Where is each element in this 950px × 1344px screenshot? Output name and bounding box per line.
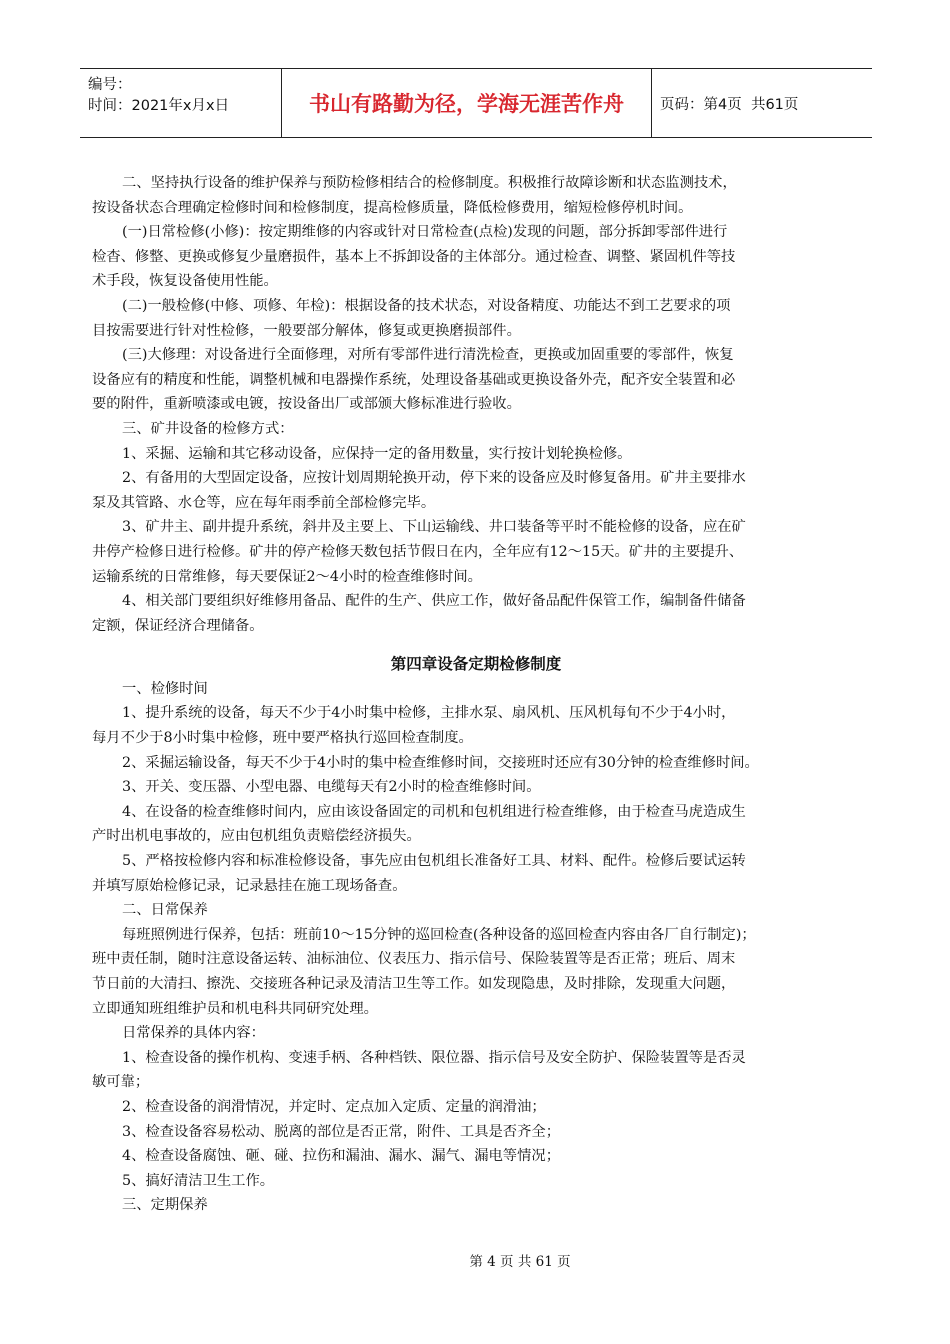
text-line: 立即通知班组维护员和机电科共同研究处理。: [92, 1000, 378, 1017]
text-line: 按设备状态合理确定检修时间和检修制度，提高检修质量，降低检修费用，缩短检修停机时间。: [92, 199, 693, 216]
text-line: 4、在设备的检查维修时间内，应由该设备固定的司机和包机组进行检查维修，由于检查马虎造成生: [122, 803, 746, 820]
text-line: 2、有备用的大型固定设备，应按计划周期轮换开动，停下来的设备应及时修复备用。矿井主要排水: [122, 470, 746, 487]
text-line: 设备应有的精度和性能，调整机械和电器操作系统，处理设备基础或更换设备外壳，配齐安全装置和必: [92, 371, 736, 388]
text-line: 要的附件，重新喷漆或电镀，按设备出厂或部颁大修标准进行验收。: [92, 396, 521, 413]
header-page-info: [652, 69, 872, 137]
text-line: (三)大修理：对设备进行全面修理，对所有零部件进行清洗检查，更换或加固重要的零部件，恢复: [122, 347, 734, 364]
text-line: 1、提升系统的设备，每天不少于4小时集中检修，主排水泵、扇风机、压风机每旬不少于4小时，: [122, 705, 736, 722]
text-line: 定额，保证经济合理储备。: [92, 617, 264, 634]
text-line: 1、检查设备的操作机构、变速手柄、各种档铁、限位器、指示信号及安全防护、保险装置等是否灵: [122, 1049, 746, 1066]
text-line: 1、采掘、运输和其它移动设备，应保持一定的备用数量，实行按计划轮换检修。: [122, 445, 632, 462]
header-meta: [80, 69, 282, 137]
text-line: 5、搞好清洁卫生工作。: [122, 1172, 275, 1189]
text-line: 日常保养的具体内容：: [122, 1025, 265, 1042]
text-line: (二)一般检修(中修、项修、年检)：根据设备的技术状态，对设备精度、功能达不到工艺要求的项: [122, 297, 731, 314]
text-line: 运输系统的日常维修，每天要保证2～4小时的检查维修时间。: [92, 568, 482, 585]
text-line: 4、相关部门要组织好维修用备品、配件的生产、供应工作，做好备品配件保管工作，编制备件储备: [122, 593, 746, 610]
text-line: 检杳、修整、更换或修复少量磨损件，基本上不拆卸设备的主体部分。通过检查、调整、紧固机件等技: [92, 248, 736, 265]
text-line: 二、坚持执行设备的维护保养与预防检修相结合的检修制度。积极推行故障诊断和状态监测技术，: [122, 175, 737, 191]
text-line: 3、检查设备容易松动、脱离的部位是否正常，附件、工具是否齐全；: [122, 1123, 560, 1140]
text-line: 5、严格按检修内容和标准检修设备，事先应由包机组长准备好工具、材料、配件。检修后要试运转: [122, 853, 746, 870]
text-line: 2、采掘运输设备，每天不少于4小时的集中检查维修时间，交接班时还应有30分钟的检查维修时间。: [122, 754, 759, 771]
text-line: 每班照例进行保养，包括：班前10～15分钟的巡回检查(各种设备的巡回检查内容由各厂自行制定)；: [122, 926, 756, 943]
page-footer: 第 4 页 共 61 页: [469, 1254, 571, 1270]
header-number-label: 编号：: [88, 77, 132, 93]
text-line: 三、矿井设备的检修方式：: [122, 420, 294, 437]
text-line: 一、检修时间: [122, 680, 208, 697]
text-line: 泵及其管路、水仓等，应在每年雨季前全部检修完毕。: [92, 494, 436, 511]
text-line: 并填写原始检修记录，记录悬挂在施工现场备查。: [92, 877, 407, 894]
text-line: 井停产检修日进行检修。矿井的停产检修天数包括节假日在内，全年应有12～15天。矿井的主要提升、: [92, 543, 744, 560]
document-body: [92, 171, 860, 1218]
header-motto: 书山有路勤为径，学海无涯苦作舟: [282, 69, 652, 137]
text-line: 二、日常保养: [122, 902, 208, 919]
chapter-title: 第四章设备定期检修制度: [390, 655, 562, 674]
text-line: 三、定期保养: [122, 1197, 208, 1214]
page-header: [80, 68, 872, 138]
header-page-info-text: 页码：第4页 共61页: [660, 96, 799, 113]
text-line: 节日前的大清扫、擦洗、交接班各种记录及清洁卫生等工作。如发现隐患，及时排除，发现重大问题，: [92, 976, 736, 992]
text-line: 2、检查设备的润滑情况，并定时、定点加入定质、定量的润滑油；: [122, 1098, 546, 1115]
text-line: 敏可靠；: [92, 1074, 150, 1091]
text-line: 术手段，恢复设备使用性能。: [92, 273, 278, 290]
text-line: (一)日常检修(小修)：按定期维修的内容或针对日常检查(点检)发现的问题，部分拆卸零部件进行: [122, 224, 728, 241]
text-line: 4、检查设备腐蚀、砸、碰、拉伤和漏油、漏水、漏气、漏电等情况；: [122, 1148, 560, 1165]
text-line: 目按需要进行针对性检修，一般要部分解体，修复或更换磨损部件。: [92, 322, 521, 339]
text-line: 3、开关、变压器、小型电器、电缆每天有2小时的检查维修时间。: [122, 779, 541, 796]
text-line: 产时出机电事故的，应由包机组负责赔偿经济损失。: [92, 828, 421, 845]
text-line: 3、矿井主、副井提升系统，斜井及主要上、下山运输线、井口装备等平时不能检修的设备，应在矿: [122, 519, 746, 536]
text-line: 每月不少于8小时集中检修，班中要严格执行巡回检查制度。: [92, 730, 473, 747]
text-line: 班中责任制，随时注意设备运转、油标油位、仪表压力、指示信号、保险装置等是否正常；班后、周末: [92, 951, 736, 968]
header-time-label: 时间：2021年x月x日: [88, 98, 230, 114]
